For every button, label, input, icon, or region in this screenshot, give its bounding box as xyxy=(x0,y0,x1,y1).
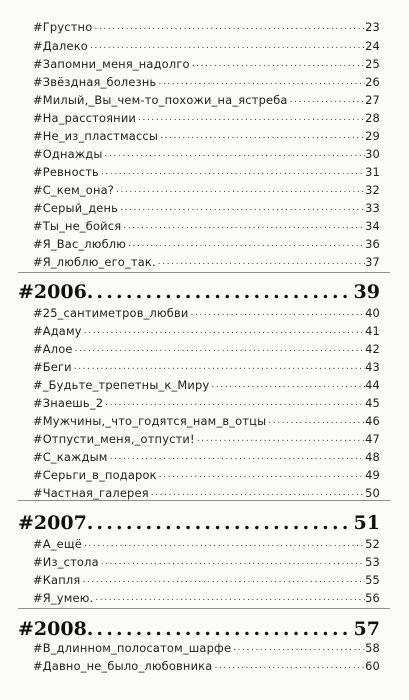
toc-entry-page: 46 xyxy=(365,414,380,428)
toc-entry-title: #С_каждым xyxy=(33,450,108,464)
toc-entry xyxy=(33,655,380,673)
dot-leader xyxy=(82,573,365,587)
toc-entry xyxy=(33,161,380,179)
toc-entry xyxy=(33,356,380,374)
toc-entry-title: #Частная_галерея xyxy=(33,486,149,500)
toc-entry xyxy=(33,446,380,464)
toc-entry-page: 34 xyxy=(365,219,380,233)
toc-entry xyxy=(33,53,380,71)
toc-entry-page: 23 xyxy=(365,20,380,34)
toc-entry xyxy=(33,143,380,161)
toc-entry-title: #Я_умею. xyxy=(33,591,94,605)
toc-entry-page: 28 xyxy=(365,111,380,125)
toc-entry-title: #Адаму xyxy=(33,324,82,338)
dot-leader xyxy=(268,414,365,428)
toc-entry-page: 60 xyxy=(365,659,380,673)
dot-leader xyxy=(159,468,365,482)
toc-entry-page: 32 xyxy=(365,183,380,197)
toc-entry xyxy=(33,251,380,269)
dot-leader xyxy=(75,342,365,356)
toc-entry-page: 47 xyxy=(365,432,380,446)
toc-entry-title: #Знаешь_2 xyxy=(33,396,104,410)
section-title: #2007. xyxy=(18,512,94,534)
toc-entry-page: 50 xyxy=(365,486,380,500)
toc-entry-page: 33 xyxy=(365,201,380,215)
toc-entry xyxy=(33,215,380,233)
toc-entry xyxy=(33,16,380,34)
toc-entry-page: 37 xyxy=(365,255,380,269)
toc-entry xyxy=(33,392,380,410)
toc-entry-title: #На_расстоянии xyxy=(33,111,137,125)
toc-entry-page: 45 xyxy=(365,396,380,410)
toc-entry-title: #Я_люблю_его_так. xyxy=(33,255,156,269)
toc-entry-title: #25_сантиметров_любви xyxy=(33,306,189,320)
toc-entry-title: #Серьги_в_подарок xyxy=(33,468,157,482)
dot-leader xyxy=(214,659,365,673)
section-divider xyxy=(18,272,390,273)
toc-entry-title: #Капля xyxy=(33,573,81,587)
dot-leader xyxy=(233,641,365,655)
toc-entry-page: 36 xyxy=(365,237,380,251)
dot-leader xyxy=(74,360,365,374)
toc-entry-page: 53 xyxy=(365,555,380,569)
dot-leader xyxy=(94,20,365,34)
toc-entry-page: 49 xyxy=(365,468,380,482)
dot-leader xyxy=(101,165,365,179)
dot-leader xyxy=(211,378,365,392)
toc-entry-page: 26 xyxy=(365,75,380,89)
toc-entry-page: 40 xyxy=(365,306,380,320)
toc-entry-page: 44 xyxy=(365,378,380,392)
toc-entry-page: 55 xyxy=(365,573,380,587)
toc-entry-title: #Далеко xyxy=(33,39,88,53)
toc-entry-title: #Однажды xyxy=(33,147,103,161)
toc-entry-title: #С_кем_она? xyxy=(33,183,115,197)
toc-entry xyxy=(33,233,380,251)
toc-entry xyxy=(33,533,380,551)
dot-leader xyxy=(158,255,365,269)
toc-entry-title: #Милый,_Вы_чем-то_похожи_на_ястреба xyxy=(33,93,288,107)
toc-entry-title: #Я_Вас_люблю xyxy=(33,237,127,251)
toc-entry-title: #Беги xyxy=(33,360,72,374)
toc-entry-title: #Ты_не_бойся xyxy=(33,219,122,233)
section-page: 39 xyxy=(353,281,380,303)
toc-entry-title: #Отпусти_меня,_отпусти! xyxy=(33,432,195,446)
dot-leader xyxy=(110,450,365,464)
toc-entry-page: 24 xyxy=(365,39,380,53)
toc-entry-page: 48 xyxy=(365,450,380,464)
dot-leader xyxy=(116,183,365,197)
toc-entry-page: 58 xyxy=(365,641,380,655)
toc-entry-title: #Ревность xyxy=(33,165,99,179)
toc-entry-title: #Мужчины,_что_годятся_нам_в_отцы xyxy=(33,414,267,428)
toc-entry-title: #Звёздная_болезнь xyxy=(33,75,157,89)
toc-entry xyxy=(33,338,380,356)
toc-entry xyxy=(33,35,380,53)
dot-leader xyxy=(191,306,365,320)
dot-leader xyxy=(120,201,365,215)
dot-leader xyxy=(128,237,365,251)
dot-leader xyxy=(90,39,365,53)
toc-entry xyxy=(33,569,380,587)
toc-entry-title: #А_ещё xyxy=(33,537,82,551)
section-page: 51 xyxy=(353,512,380,534)
toc-entry xyxy=(33,89,380,107)
dot-leader xyxy=(123,219,365,233)
toc-entry-title: #Давно_не_было_любовника xyxy=(33,659,213,673)
section-page: 57 xyxy=(353,618,380,640)
toc-entry xyxy=(33,637,380,655)
toc-entry-page: 31 xyxy=(365,165,380,179)
toc-entry-page: 27 xyxy=(365,93,380,107)
section-heading-2007 xyxy=(18,506,380,534)
toc-entry xyxy=(33,71,380,89)
toc-entry xyxy=(33,428,380,446)
toc-entry xyxy=(33,179,380,197)
toc-entry xyxy=(33,302,380,320)
dot-leader xyxy=(101,555,365,569)
toc-entry xyxy=(33,107,380,125)
toc-entry-page: 43 xyxy=(365,360,380,374)
toc-entry xyxy=(33,320,380,338)
toc-entry xyxy=(33,197,380,215)
toc-entry-title: #Не_из_пластмассы xyxy=(33,129,159,143)
section-heading-2006 xyxy=(18,275,380,303)
dot-leader xyxy=(192,57,365,71)
dot-leader xyxy=(95,591,365,605)
dot-leader xyxy=(105,396,365,410)
toc-entry-title: #В_длинном_полосатом_шарфе xyxy=(33,641,232,655)
dot-leader xyxy=(96,512,350,534)
section-title: #2008. xyxy=(18,618,94,640)
toc-entry xyxy=(33,410,380,428)
toc-entry xyxy=(33,482,380,500)
dot-leader xyxy=(84,324,365,338)
toc-entry xyxy=(33,374,380,392)
toc-entry-title: #Серый_день xyxy=(33,201,119,215)
section-title: #2006. xyxy=(18,281,94,303)
section-heading-2008 xyxy=(18,612,380,640)
dot-leader xyxy=(197,432,365,446)
toc-entry-title: #_Будьте_трепетны_к_Миру xyxy=(33,378,210,392)
section-divider xyxy=(18,500,390,501)
toc-entry-page: 30 xyxy=(365,147,380,161)
toc-entry-page: 56 xyxy=(365,591,380,605)
toc-entry xyxy=(33,587,380,605)
section-divider xyxy=(18,608,390,609)
toc-entry xyxy=(33,125,380,143)
toc-entry-page: 41 xyxy=(365,324,380,338)
dot-leader xyxy=(151,486,365,500)
toc-entry xyxy=(33,551,380,569)
toc-entry-title: #Из_стола xyxy=(33,555,99,569)
dot-leader xyxy=(84,537,365,551)
dot-leader xyxy=(158,75,365,89)
toc-entry-page: 29 xyxy=(365,129,380,143)
toc-entry-page: 52 xyxy=(365,537,380,551)
toc-entry-title: #Запомни_меня_надолго xyxy=(33,57,190,71)
toc-entry-title: #Грустно xyxy=(33,20,93,34)
dot-leader xyxy=(105,147,365,161)
toc-entry-page: 42 xyxy=(365,342,380,356)
toc-entry xyxy=(33,464,380,482)
dot-leader xyxy=(160,129,365,143)
dot-leader xyxy=(290,93,365,107)
toc-entry-title: #Алое xyxy=(33,342,73,356)
toc-entry-page: 25 xyxy=(365,57,380,71)
dot-leader xyxy=(96,281,350,303)
dot-leader xyxy=(138,111,365,125)
